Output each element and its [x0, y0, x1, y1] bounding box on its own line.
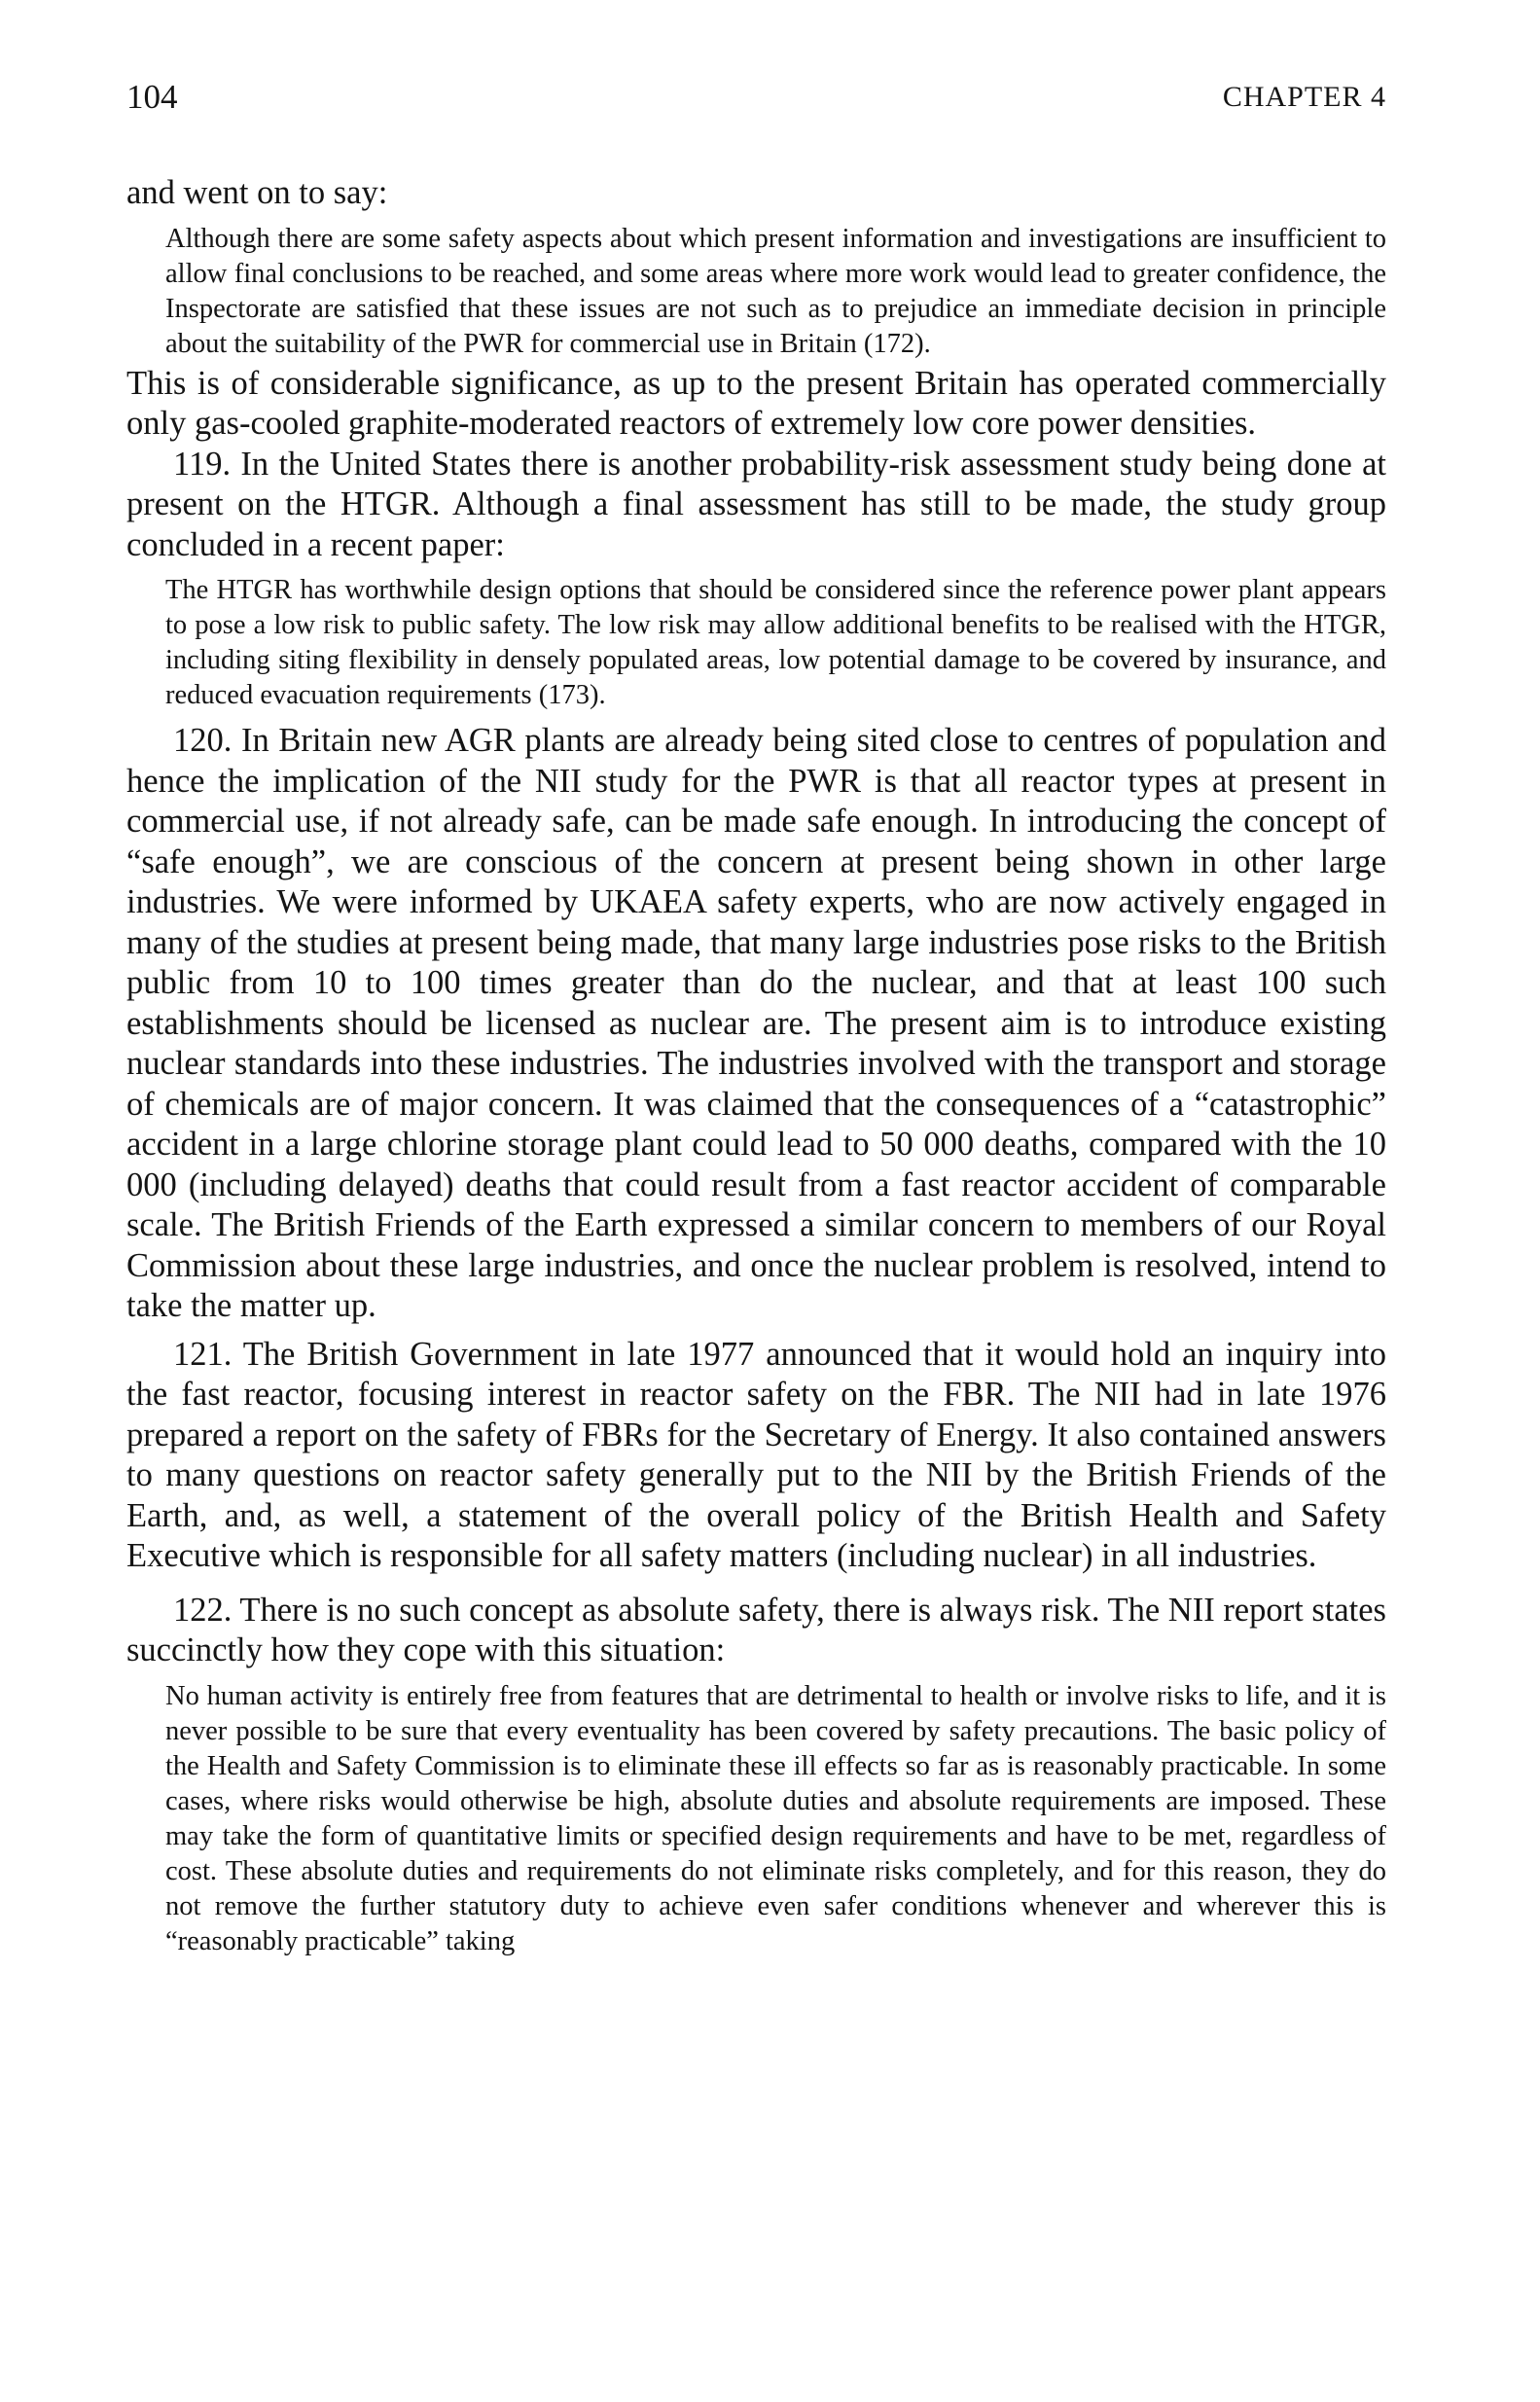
paragraph-121: 121. The British Government in late 1977 announced that it would hold an inquiry into the fast reactor, focusing interest in reactor safety on the FBR. The NII had in late 1976 prepared a report on the safety of FBRs for the Secretary of Energy. It also contained answers to many questions on reactor safety generally put to the NII by the British Friends of the Earth, and, as well, a statement of the overall policy of the British Health and Safety Executive which is responsible for all safety matters (including nuclear) in all industries. — [126, 1335, 1386, 1574]
block-quote-health-safety: No human activity is entirely free from features that are detrimental to health or involve risks to life, and it is never possible to be sure that every eventuality has been covered by safety precautions. The basic policy of the Health and Safety Commission is to eliminate these ill effects so far as is reasonably practicable. In some cases, where risks would otherwise be high, absolute duties and absolute requirements are imposed. These may take the form of quantitative limits or specified design requirements and have to be met, regardless of cost. These absolute duties and requirements do not eliminate risks completely, and for this reason, they do not remove the further statutory duty to achieve even safer conditions whenever and wherever this is “reasonably practicable” taking — [165, 1680, 1386, 1956]
body-text — [126, 173, 1386, 1959]
paragraph-122: 122. There is no such concept as absolute safety, there is always risk. The NII report states succinctly how they cope with this situation: — [126, 1591, 1386, 1668]
paragraph-119: 119. In the United States there is another probability-risk assessment study being done at present on the HTGR. Although a final assessment has still to be made, the study group concluded in a recent paper: — [126, 445, 1386, 563]
paragraph-120: 120. In Britain new AGR plants are already being sited close to centres of population and hence the implication of the NII study for the PWR is that all reactor types at present in commercial use, if not already safe, can be made safe enough. In introducing the concept of “safe enough”, we are conscious of the concern at present being shown in other large industries. We were informed by UKAEA safety experts, who are now actively engaged in many of the studies at present being made, that many large industries pose risks to the British public from 10 to 100 times greater than do the nuclear, and that at least 100 such establishments should be licensed as nuclear are. The present aim is to introduce existing nuclear standards into these industries. The industries involved with the transport and storage of chemicals are of major concern. It was claimed that the consequences of a “catastrophic” accident in a large chlorine storage plant could lead to 50 000 deaths, compared with the 10 000 (including delayed) deaths that could result from a fast reactor accident of comparable scale. The British Friends of the Earth expressed a similar concern to members of our Royal Commission about these large industries, and once the nuclear problem is resolved, intend to take the matter up. — [126, 722, 1386, 1324]
document-page — [126, 68, 1386, 1961]
page-number: 104 — [126, 78, 178, 116]
block-quote-nii-inspectorate: Although there are some safety aspects about which present information and investigations are insufficient to allow final conclusions to be reached, and some areas where more work would lead to greater confidence, the Inspectorate are satisfied that these issues are not such as to prejudice an immediate decision in principle about the suitability of the PWR for commercial use in Britain (172). — [165, 223, 1386, 359]
paragraph-significance: This is of considerable significance, as up to the present Britain has operated commercially only gas-cooled graphite-moderated reactors of extremely low core power densities. — [126, 364, 1386, 442]
page-header — [126, 68, 1386, 126]
chapter-heading: CHAPTER 4 — [1222, 81, 1386, 113]
block-quote-htgr: The HTGR has worthwhile design options that should be considered since the reference power plant appears to pose a low risk to public safety. The low risk may allow additional benefits to be realised with the HTGR, including siting flexibility in densely populated areas, low potential damage to be covered by insurance, and reduced evacuation requirements (173). — [165, 575, 1386, 710]
paragraph-continuation: and went on to say: — [126, 174, 388, 211]
